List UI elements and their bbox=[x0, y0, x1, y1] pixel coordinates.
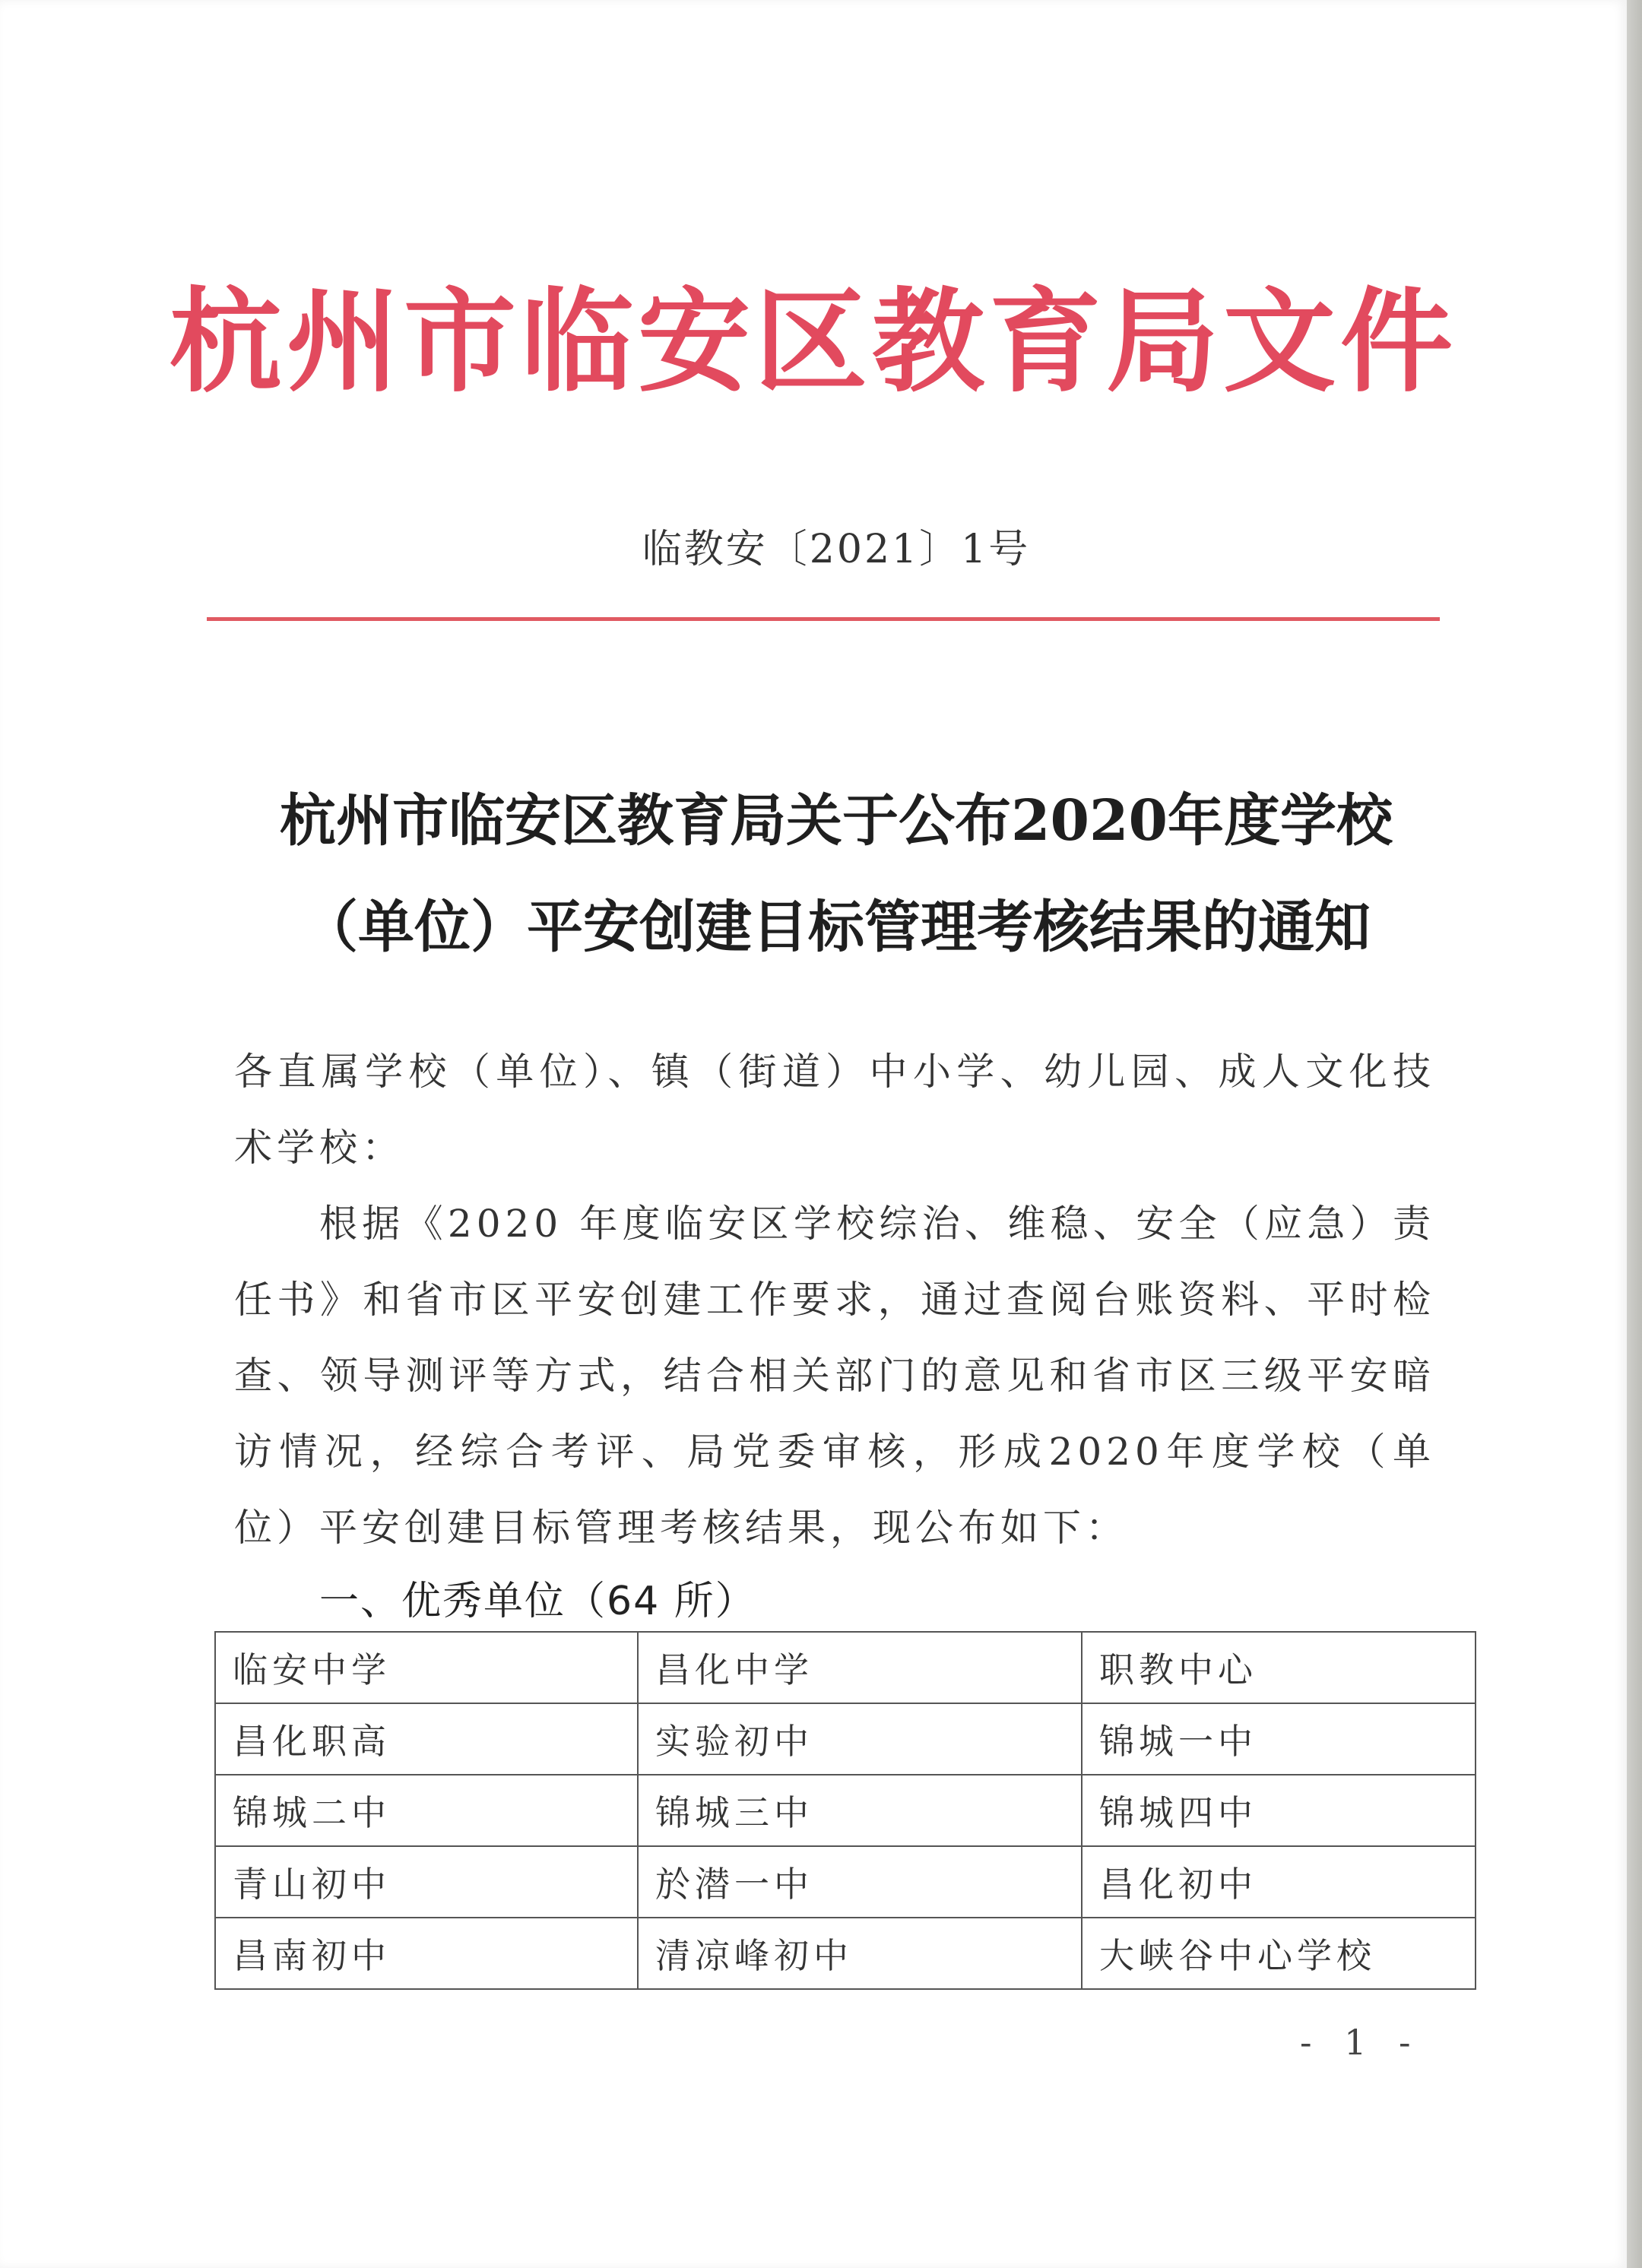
table-row bbox=[215, 1703, 1476, 1775]
document-header: 杭州市临安区教育局文件 bbox=[170, 277, 1457, 407]
table-cell: 职教中心 bbox=[1082, 1632, 1476, 1703]
table-cell: 昌南初中 bbox=[215, 1918, 638, 1989]
table-cell: 锦城四中 bbox=[1082, 1775, 1476, 1846]
table-cell: 昌化中学 bbox=[638, 1632, 1082, 1703]
table-cell: 大峡谷中心学校 bbox=[1082, 1918, 1476, 1989]
body-paragraph: 根据《2020 年度临安区学校综治、维稳、安全（应急）责任书》和省市区平安创建工作要求，通过查阅台账资料、平时检查、领导测评等方式，结合相关部门的意见和省市区三级平安暗访情况，经综合考评、局党委审核，形成2020年度学校（单位）平安创建目标管理考核结果，现公布如下： bbox=[234, 1202, 1435, 1550]
background-edge bbox=[1627, 0, 1642, 2268]
table-cell: 锦城三中 bbox=[638, 1775, 1082, 1846]
header-divider bbox=[207, 617, 1440, 621]
table-cell: 於潜一中 bbox=[638, 1846, 1082, 1918]
table-cell: 锦城一中 bbox=[1082, 1703, 1476, 1775]
page-number: - 1 - bbox=[1300, 2022, 1422, 2063]
document-number: 临教安〔2021〕1号 bbox=[642, 527, 1031, 572]
table-cell: 临安中学 bbox=[215, 1632, 638, 1703]
table-row bbox=[215, 1846, 1476, 1918]
table-cell: 昌化职高 bbox=[215, 1703, 638, 1775]
table-cell: 清凉峰初中 bbox=[638, 1918, 1082, 1989]
salutation: 各直属学校（单位）、镇（街道）中小学、幼儿园、成人文化技术学校： bbox=[234, 1050, 1435, 1170]
notice-title-line-1: 杭州市临安区教育局关于公布2020年度学校 bbox=[280, 788, 1393, 854]
table-cell: 锦城二中 bbox=[215, 1775, 638, 1846]
table-row bbox=[215, 1918, 1476, 1989]
excellent-units-table bbox=[214, 1631, 1476, 1990]
table-cell: 实验初中 bbox=[638, 1703, 1082, 1775]
table-row bbox=[215, 1775, 1476, 1846]
section-heading: 一、优秀单位（64 所） bbox=[319, 1579, 756, 1624]
notice-title bbox=[190, 768, 1482, 980]
table-cell: 青山初中 bbox=[215, 1846, 638, 1918]
table-cell: 昌化初中 bbox=[1082, 1846, 1476, 1918]
notice-title-line-2: （单位）平安创建目标管理考核结果的通知 bbox=[302, 895, 1371, 960]
table-row bbox=[215, 1632, 1476, 1703]
